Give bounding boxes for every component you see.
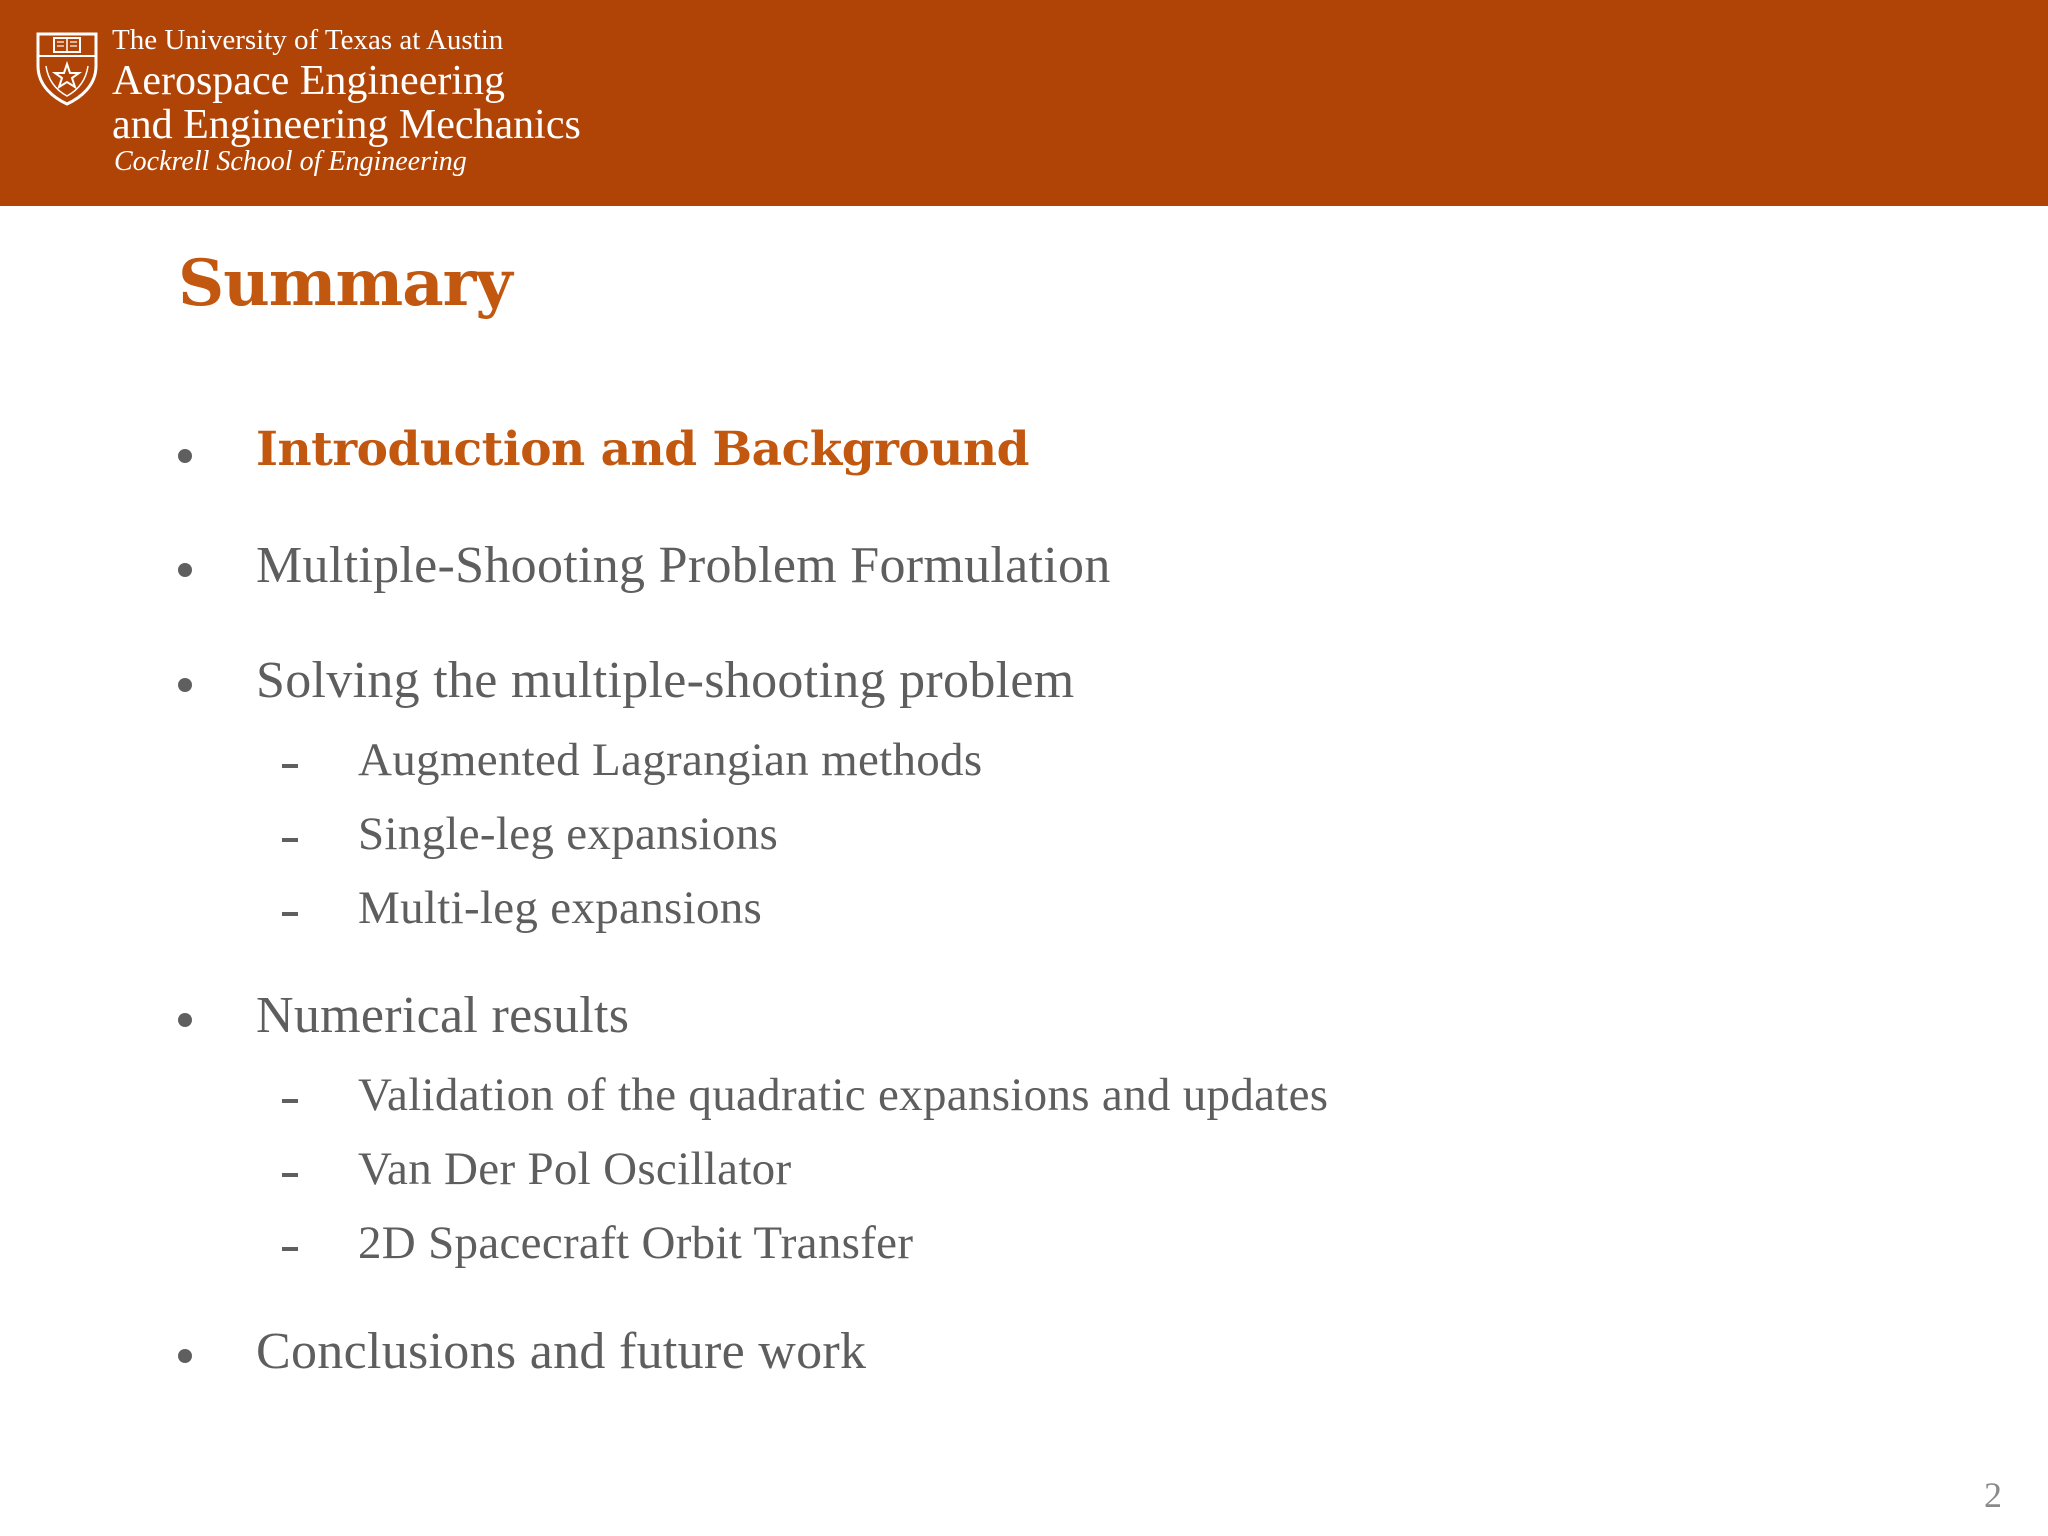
sub-item-van-der-pol: Van Der Pol Oscillator (358, 1143, 792, 1195)
slide-title: Summary (178, 246, 512, 321)
header-banner (0, 0, 2048, 206)
sub-bullet-marker (282, 912, 298, 916)
ut-shield-icon (34, 30, 100, 108)
bullet-marker (178, 678, 192, 692)
sub-item-validation: Validation of the quadratic expansions and updates (358, 1069, 1329, 1121)
bullet-introduction: Introduction and Background (256, 422, 1029, 477)
bullet-conclusions: Conclusions and future work (256, 1323, 867, 1380)
sub-bullet-marker (282, 1247, 298, 1251)
university-name: The University of Texas at Austin (112, 24, 504, 56)
bullet-problem-formulation: Multiple-Shooting Problem Formulation (256, 537, 1111, 594)
sub-item-multi-leg: Multi-leg expansions (358, 882, 763, 934)
sub-bullet-marker (282, 1099, 298, 1103)
sub-bullet-marker (282, 838, 298, 842)
bullet-marker (178, 1013, 192, 1027)
bullet-marker (178, 449, 192, 463)
department-name-line2: and Engineering Mechanics (112, 102, 581, 148)
bullet-numerical-results: Numerical results (256, 987, 630, 1044)
sub-bullet-marker (282, 1173, 298, 1177)
department-name-line1: Aerospace Engineering (112, 58, 505, 104)
bullet-marker (178, 1349, 192, 1363)
school-name: Cockrell School of Engineering (114, 146, 467, 177)
bullet-marker (178, 563, 192, 577)
page-number: 2 (1984, 1475, 2002, 1515)
sub-item-orbit-transfer: 2D Spacecraft Orbit Transfer (358, 1217, 914, 1269)
sub-item-single-leg: Single-leg expansions (358, 808, 779, 860)
sub-item-augmented-lagrangian: Augmented Lagrangian methods (358, 734, 983, 786)
sub-bullet-marker (282, 764, 298, 768)
bullet-solving: Solving the multiple-shooting problem (256, 652, 1075, 709)
